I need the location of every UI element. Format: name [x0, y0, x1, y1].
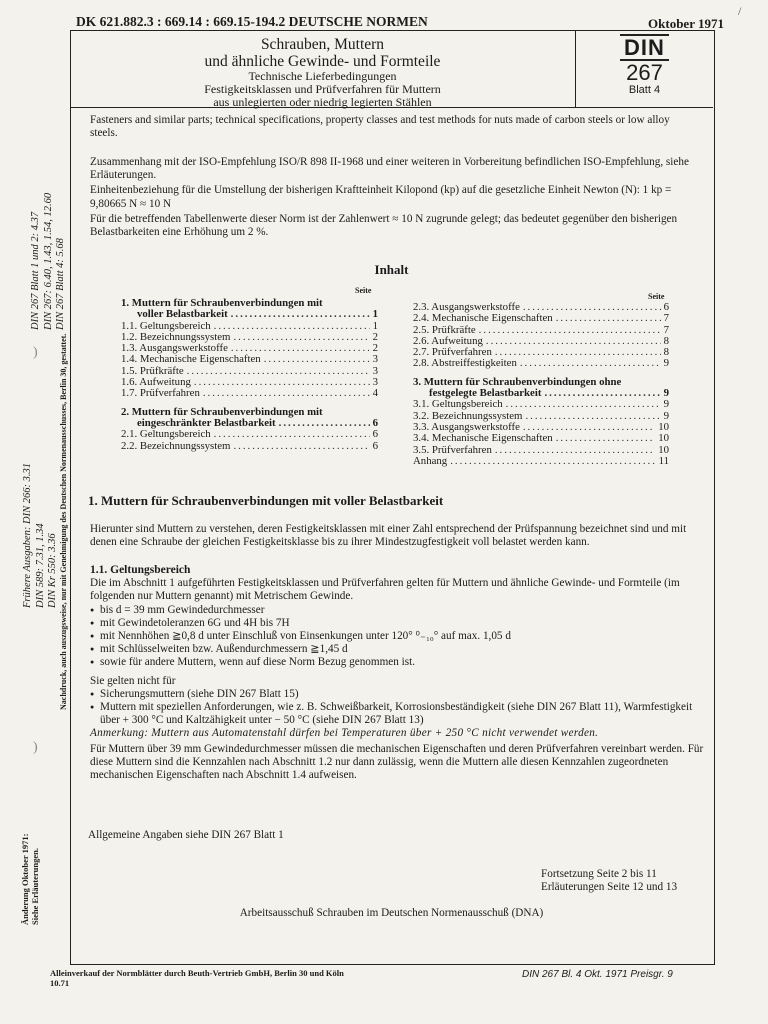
- margin-replaces-3: DIN 267 Blatt 4: 5.68: [55, 238, 67, 330]
- toc-seite-left: Seite: [355, 286, 372, 295]
- toc-leader-dots: [553, 313, 661, 324]
- toc-entry-label: 2.5. Prüfkräfte: [413, 323, 476, 336]
- toc-entry: [413, 456, 669, 467]
- list-item: ● mit Nennhöhen ≧0,8 d unter Einschluß von Einsenkungen unter 120° ⁰₋₁₀° auf max. 1,05 d: [90, 630, 705, 643]
- toc-leader-dots: [230, 332, 369, 343]
- toc-entry-label: 2.6. Aufweitung: [413, 334, 483, 347]
- toc-entry-page: 3: [372, 376, 378, 389]
- toc-entry-page: 1: [372, 308, 378, 321]
- title-sub-2: Festigkeitsklassen und Prüfverfahren für Muttern: [204, 82, 441, 97]
- intro-values: Für die betreffenden Tabellenwerte dieser Norm ist der Zahlenwert ≈ 10 N zugrunde gelegt; das bedeutet gegenüber den bisherigen Belastbarkeiten eine Erhöhung um 2 %.: [90, 212, 678, 239]
- title-sub-3: aus unlegierten oder niedrig legierten Stählen: [213, 95, 432, 110]
- toc-entry-label: 2.2. Bezeichnungssystem: [121, 439, 231, 452]
- margin-replaces: [30, 193, 68, 330]
- intro: [90, 156, 702, 241]
- toc-seite-right: Seite: [648, 292, 665, 301]
- toc-entry-label: eingeschränkter Belastbarkeit: [137, 416, 276, 429]
- toc-leader-dots: [553, 433, 655, 444]
- toc-entry-label: 2. Muttern für Schraubenverbindungen mit: [121, 405, 323, 418]
- toc-entry-page: 2: [372, 342, 378, 355]
- toc-entry-label: 2.4. Mechanische Eigenschaften: [413, 312, 553, 325]
- scope-list: [90, 604, 705, 670]
- margin-change-2: Siehe Erläuterungen.: [30, 848, 40, 925]
- toc-leader-dots: [184, 366, 370, 377]
- general-reference: Allgemeine Angaben siehe DIN 267 Blatt 1: [88, 829, 284, 841]
- toc-entry: [413, 433, 669, 444]
- toc-entry-label: 1.1. Geltungsbereich: [121, 319, 211, 332]
- toc-entry-label: 1.2. Bezeichnungssystem: [121, 330, 231, 343]
- section-1-1: [90, 564, 705, 782]
- toc-leader-dots: [191, 377, 370, 388]
- section-1-text: Hierunter sind Muttern zu verstehen, deren Festigkeitsklassen mit einer Zahl entsprechend der Prüfspannung bezeichnet sind und mit denen eine Schraube der gleichen Festigkeitsklasse bis zu ihrer Mindestzugfestigkeit voll belastet werden kann.: [90, 523, 687, 549]
- toc-entry-label: 1.3. Ausgangswerkstoffe: [121, 342, 228, 355]
- toc-entry: [413, 358, 669, 369]
- toc-entry-label: 3.1. Geltungsbereich: [413, 398, 503, 411]
- toc-entry: [413, 313, 669, 324]
- toc-leader-dots: [276, 418, 370, 429]
- toc-entry-label: 2.1. Geltungsbereich: [121, 428, 211, 441]
- toc-leader-dots: [517, 358, 661, 369]
- din-block: [576, 34, 713, 96]
- toc-entry-page: 8: [663, 334, 669, 347]
- toc-entry: [121, 388, 378, 399]
- toc-entry-page: 6: [372, 439, 378, 452]
- toc-entry-label: 1. Muttern für Schraubenverbindungen mit: [121, 297, 323, 309]
- toc-entry-label: 1.7. Prüfverfahren: [121, 387, 200, 400]
- din-logo: DIN: [620, 34, 669, 61]
- toc-entry-label: 2.7. Prüfverfahren: [413, 346, 492, 359]
- toc-entry-page: 1: [372, 319, 378, 332]
- toc-entry-label: Anhang: [413, 454, 448, 467]
- issue-date: Oktober 1971: [648, 16, 724, 31]
- toc-left-column: [121, 298, 378, 452]
- toc-leader-dots: [211, 429, 370, 440]
- toc-leader-dots: [230, 441, 369, 452]
- toc-entry-page: 2: [372, 330, 378, 343]
- toc-leader-dots: [541, 388, 660, 399]
- note: Anmerkung: Muttern aus Automatenstahl dürfen bei Temperaturen über + 250 °C nicht verwendet werden.: [90, 727, 599, 740]
- toc-leader-dots: [211, 321, 370, 332]
- toc-entry-page: 9: [663, 398, 669, 411]
- classification-line: [76, 14, 724, 30]
- toc-entry: [121, 429, 378, 440]
- continuation-pages: Fortsetzung Seite 2 bis 11: [541, 868, 657, 880]
- toc-entry-page: 8: [663, 346, 669, 359]
- toc-entry-label: 1.6. Aufweitung: [121, 376, 191, 389]
- toc-leader-dots: [476, 325, 661, 336]
- toc-entry-page: 4: [372, 387, 378, 400]
- toc-leader-dots: [522, 411, 660, 422]
- footer-reference: DIN 267 Bl. 4 Okt. 1971 Preisgr. 9: [522, 969, 673, 980]
- toc-leader-dots: [228, 309, 370, 320]
- margin-change: [20, 834, 40, 925]
- toc-entry-page: 9: [663, 387, 669, 400]
- toc-entry-label: 3.5. Prüfverfahren: [413, 443, 492, 456]
- list-item: ● sowie für andere Muttern, wenn auf diese Norm Bezug genommen ist.: [90, 656, 705, 669]
- intro-iso: Zusammenhang mit der ISO-Empfehlung ISO/R 898 II-1968 und einer weiteren in Vorbereitung befindlichen ISO-Empfehlung, siehe Erläuterungen.: [90, 156, 689, 182]
- toc-entry-page: 10: [658, 443, 669, 456]
- din-blatt: Blatt 4: [628, 84, 661, 97]
- toc-entry-page: 6: [372, 416, 378, 429]
- toc-entry-page: 3: [372, 364, 378, 377]
- title-main-1: Schrauben, Muttern: [260, 36, 385, 53]
- toc-entry-page: 9: [663, 357, 669, 370]
- toc-leader-dots: [492, 347, 661, 358]
- toc-entry-page: 10: [658, 420, 669, 433]
- margin-change-1: Änderung Oktober 1971:: [20, 833, 30, 925]
- footer-sales-text: Alleinverkauf der Normblätter durch Beuth-Vertrieb GmbH, Berlin 30 und Köln: [50, 968, 344, 978]
- toc-entry-page: 6: [372, 428, 378, 441]
- toc-entry: [413, 399, 669, 410]
- list-item: ● mit Schlüsselweiten bzw. Außendurchmessern ≧1,45 d: [90, 643, 705, 656]
- toc-entry-page: 10: [658, 432, 669, 445]
- toc-entry-page: 7: [663, 323, 669, 336]
- title-block: [70, 36, 575, 110]
- list-item: ● Sicherungsmuttern (siehe DIN 267 Blatt 15): [90, 688, 705, 701]
- toc-leader-dots: [200, 388, 370, 399]
- toc-leader-dots: [503, 399, 661, 410]
- toc-entry-label: voller Belastbarkeit: [137, 308, 228, 321]
- toc-entry-label: 3.4. Mechanische Eigenschaften: [413, 432, 553, 445]
- margin-bracket-mark: ): [33, 345, 38, 360]
- margin-earlier-1: Frühere Ausgaben: DIN 266: 3.31: [22, 463, 33, 608]
- toc-entry-label: 3.2. Bezeichnungssystem: [413, 409, 523, 422]
- toc-entry-label: 1.5. Prüfkräfte: [121, 364, 184, 377]
- pencil-mark: /: [738, 4, 742, 18]
- toc-right-column: [413, 302, 669, 467]
- toc-entry: [121, 309, 378, 320]
- toc-entry-label: 2.3. Ausgangswerkstoffe: [413, 301, 520, 313]
- toc-entry-page: 9: [663, 409, 669, 422]
- title-sub-1: Technische Lieferbedingungen: [248, 69, 397, 84]
- toc-entry: [121, 441, 378, 452]
- toc-entry-label: 3. Muttern für Schraubenverbindungen ohne: [413, 375, 622, 388]
- not-for-label: Sie gelten nicht für: [90, 674, 176, 687]
- toc-entry-page: 6: [663, 301, 669, 313]
- toc-entry: [413, 445, 669, 456]
- toc-entry-label: festgelegte Belastbarkeit: [429, 387, 542, 400]
- toc-entry-label: 1.4. Mechanische Eigenschaften: [121, 353, 261, 366]
- margin-earlier-editions: [22, 463, 60, 608]
- margin-earlier-2: DIN 589: 7.31, 1.34: [34, 523, 46, 608]
- toc-entry-label: 3.3. Ausgangswerkstoffe: [413, 420, 520, 433]
- toc-leader-dots: [492, 445, 655, 456]
- intro-units: Einheitenbeziehung für die Umstellung der bisherigen Kraftteinheit Kilopond (kp) auf die gesetzliche Einheit Newton (N): 1 kp = 9,80665 N ≈ 10 N: [90, 184, 672, 210]
- margin-reprint: Nachdruck, auch auszugsweise, nur mit Genehmigung des Deutschen Normenausschusses, Berlin 30, gestattet.: [59, 333, 68, 710]
- toc-entry-page: 11: [658, 454, 669, 467]
- title-main-2: und ähnliche Gewinde- und Formteile: [204, 53, 441, 71]
- english-title: Fasteners and similar parts; technical specifications, property classes and test methods for nuts made of carbon steels or low alloy steels.: [90, 114, 670, 140]
- list-item: ● mit Gewindetoleranzen 6G und 4H bis 7H: [90, 617, 705, 630]
- toc-entry-page: 3: [372, 353, 378, 366]
- toc-leader-dots: [447, 456, 655, 467]
- footer-code: 10.71: [50, 978, 70, 988]
- list-item: ● Muttern mit speziellen Anforderungen, wie z. B. Schweißbarkeit, Korrosionsbeständigkeit (siehe DIN 267 Blatt 11), Warmfestigkeit über + 300 °C und Kaltzähigkeit unter − 50 °C (siehe DIN 267 Blatt 13): [90, 701, 705, 727]
- explanation-pages: Erläuterungen Seite 12 und 13: [541, 881, 678, 894]
- section-1-1-text: Die im Abschnitt 1 aufgeführten Festigkeitsklassen und Prüfverfahren gelten für Muttern und ähnliche Gewinde- und Formteile (im folgenden nur Muttern genannt) mit Metrischem Gewinde.: [90, 577, 680, 603]
- classification: DK 621.882.3 : 669.14 : 669.15-194.2 DEUTSCHE NORMEN: [76, 14, 428, 29]
- margin-bracket-mark: ): [33, 740, 38, 755]
- list-item: ● bis d = 39 mm Gewindedurchmesser: [90, 604, 705, 617]
- toc-leader-dots: [483, 336, 661, 347]
- section-1-1-text-2: Für Muttern über 39 mm Gewindedurchmesser müssen die mechanischen Eigenschaften und deren Prüfverfahren vereinbart werden. Für diese Muttern sind die Kennzahlen nach Abschnitt 1.2 nur dann zulässig, wenn die Muttern alle diesen Kennzahlen zugeordneten mechanischen Eigenschaften nach Abschnitt 1.4 aufweisen.: [90, 742, 704, 782]
- toc-heading: Inhalt: [374, 262, 409, 277]
- toc-leader-dots: [261, 354, 370, 365]
- continuation: [541, 868, 677, 894]
- section-1-heading: 1. Muttern für Schraubenverbindungen mit voller Belastbarkeit: [88, 493, 444, 508]
- committee: Arbeitsausschuß Schrauben im Deutschen Normenausschuß (DNA): [239, 907, 544, 919]
- margin-earlier-3: DIN Kr 550: 3.36: [47, 533, 59, 608]
- toc-entry-page: 7: [663, 312, 669, 325]
- footer-sales: [50, 968, 430, 988]
- title-box: [70, 30, 713, 108]
- din-number: 267: [626, 60, 663, 86]
- section-1-1-heading: 1.1. Geltungsbereich: [90, 564, 191, 576]
- margin-replaces-1: DIN 267 Blatt 1 und 2: 4.37: [30, 211, 41, 330]
- toc-entry-label: 2.8. Abstreiffestigkeiten: [413, 357, 517, 370]
- exclusion-list: [90, 688, 705, 728]
- margin-replaces-2: DIN 267: 6.40, 1.43, 1.54, 12.60: [42, 192, 54, 330]
